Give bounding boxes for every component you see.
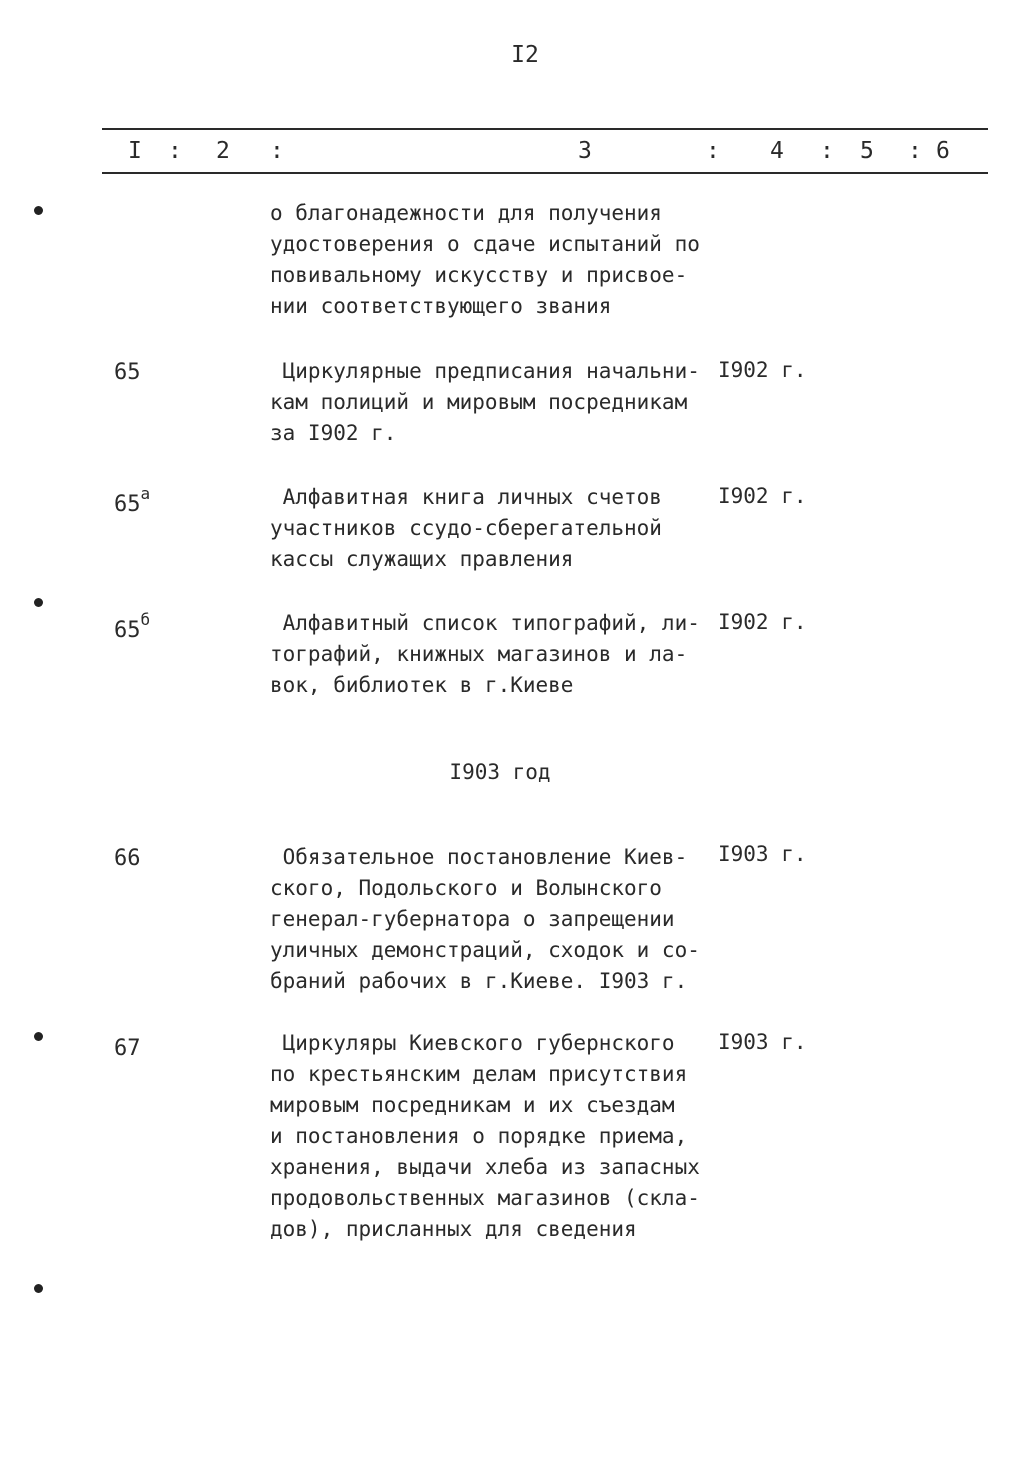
binding-hole-mark (34, 206, 43, 215)
entry-description: Обязательное постановление Киев- ского, Подольского и Волынского генерал-губернатора о запрещении уличных демонстраций, сходок и со- браний рабочих в г.Киеве. I903 г. (270, 845, 700, 993)
entry-number: $65^б$ (114, 610, 151, 643)
binding-hole-mark (34, 598, 43, 607)
entry-number: $65^а$ (114, 484, 151, 517)
continuation-description: о благонадежности для получения удостоверения о сдаче испытаний по повивальному искусству и присвое- нии соответствующего звания (270, 201, 700, 318)
header-bottom-rule (102, 172, 988, 174)
binding-hole-mark (34, 1284, 43, 1293)
header-top-rule (102, 128, 988, 130)
column-separator: : (168, 138, 182, 164)
column-header-6: 6 (936, 138, 950, 164)
column-separator: : (706, 138, 720, 164)
entry-date: I902 г. (718, 610, 807, 634)
column-separator: : (908, 138, 922, 164)
entry-description: Алфавитная книга личных счетов участников ссудо-сберегательной кассы служащих правления (270, 485, 662, 571)
year-heading: I903 год (449, 760, 551, 784)
column-separator: : (270, 138, 284, 164)
column-header-2: 2 (216, 138, 230, 164)
column-header-5: 5 (860, 138, 874, 164)
entry-date: I902 г. (718, 358, 807, 382)
entry-number: 67 (114, 1036, 141, 1061)
entry-date: I903 г. (718, 842, 807, 866)
column-separator: : (820, 138, 834, 164)
binding-hole-mark (34, 1032, 43, 1041)
entry-number: 66 (114, 846, 141, 871)
entry-date: I902 г. (718, 484, 807, 508)
column-header-3: 3 (578, 138, 592, 164)
entry-description: Циркуляры Киевского губернского по крестьянским делам присутствия мировым посредникам и их съездам и постановления о порядке приема, хранения, выдачи хлеба из запасных продовольственных магазинов (скла- дов), присланных для сведения (270, 1031, 700, 1241)
entry-number: 65 (114, 360, 141, 385)
page-number: I2 (511, 42, 539, 68)
column-header-4: 4 (770, 138, 784, 164)
entry-description: Циркулярные предписания начальни- кам полиций и мировым посредникам за I902 г. (270, 359, 700, 445)
column-header-1: I (128, 138, 142, 164)
entry-description: Алфавитный список типографий, ли- тографий, книжных магазинов и ла- вок, библиотек в г.Киеве (270, 611, 700, 697)
entry-date: I903 г. (718, 1030, 807, 1054)
